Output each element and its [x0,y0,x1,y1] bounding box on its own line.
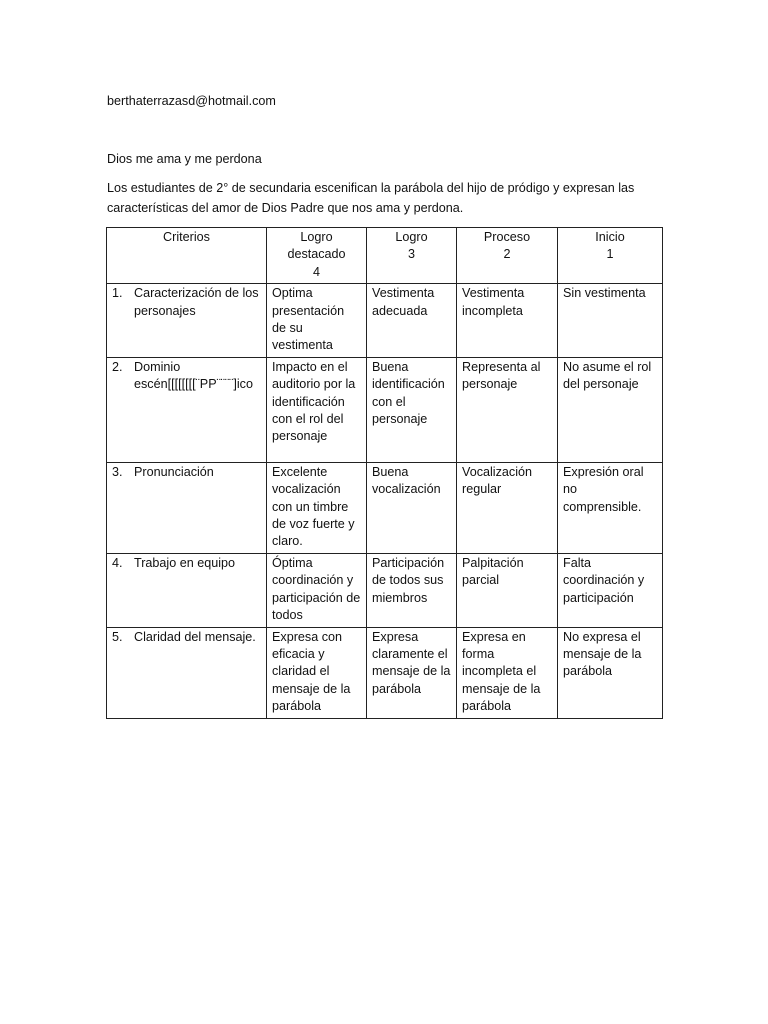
criterion-cell [107,553,267,627]
table-cell: No expresa el mensaje de la parábola [558,627,663,718]
column-header-criterios [107,228,267,284]
column-header-line: Logro [395,230,428,244]
table-header-row [107,228,663,284]
criterion-number: 5. [112,629,123,644]
table-cell: Palpitación parcial [457,553,558,627]
table-cell: Óptima coordinación y participación de todos [267,553,367,627]
column-header-score: 1 [606,247,614,262]
table-cell: Vocalización regular [457,462,558,553]
criterion-label: Pronunciación [134,464,214,479]
table-cell: Expresión oral no comprensible. [558,462,663,553]
column-header-proceso [457,228,558,284]
table-cell: Vestimenta incompleta [457,284,558,358]
table-row [107,357,663,462]
criterion-cell [107,357,267,462]
criterion-label: Trabajo en equipo [134,555,236,570]
criterion-cell [107,284,267,358]
column-header-score: 4 [312,264,320,279]
table-row [107,284,663,358]
column-header-score: 3 [407,247,415,262]
column-header-inicio [558,228,663,284]
author-email: berthaterrazasd@hotmail.com [107,94,276,108]
column-header-line: Inicio [595,230,625,244]
table-cell: Representa al personaje [457,357,558,462]
table-cell: Expresa en forma incompleta el mensaje de la parábola [457,627,558,718]
table-cell: Expresa claramente el mensaje de la parábola [367,627,457,718]
criterion-number: 1. [112,286,123,301]
document-intro: Los estudiantes de 2° de secundaria escenifican la parábola del hijo de pródigo y expresan las características del amor de Dios Padre que nos ama y perdona. [107,181,635,215]
table-cell: Buena vocalización [367,462,457,553]
rubric-table [106,227,663,719]
table-cell: Sin vestimenta [558,284,663,358]
criterion-label: Caracterización de los personajes [134,286,259,318]
table-cell: Falta coordinación y participación [558,553,663,627]
column-header-logro [367,228,457,284]
table-cell: Participación de todos sus miembros [367,553,457,627]
table-cell: Optima presentación de su vestimenta [267,284,367,358]
criterion-label: Dominio escén[[[[[[[[¨PP¨¨¨¨]ico [134,359,253,392]
table-cell: Excelente vocalización con un timbre de voz fuerte y claro. [267,462,367,553]
criterion-number: 2. [112,359,123,374]
criterion-number: 3. [112,464,123,479]
criterion-number: 4. [112,555,123,570]
table-cell: Expresa con eficacia y claridad el mensaje de la parábola [267,627,367,718]
table-cell: Vestimenta adecuada [367,284,457,358]
column-header-line: Criterios [163,230,210,244]
table-cell: Buena identificación con el personaje [367,357,457,462]
criterion-label: Claridad del mensaje. [134,629,256,644]
column-header-logro-destacado [267,228,367,284]
criterion-cell [107,462,267,553]
column-header-line: Proceso [483,230,531,244]
table-cell: Impacto en el auditorio por la identificación con el rol del personaje [267,357,367,462]
column-header-line: Logro [300,230,333,244]
table-row [107,627,663,718]
column-header-line: destacado [287,247,346,262]
document-title: Dios me ama y me perdona [107,152,262,166]
column-header-score: 2 [503,247,511,262]
table-row [107,553,663,627]
table-cell: No asume el rol del personaje [558,357,663,462]
table-row [107,462,663,553]
criterion-cell [107,627,267,718]
